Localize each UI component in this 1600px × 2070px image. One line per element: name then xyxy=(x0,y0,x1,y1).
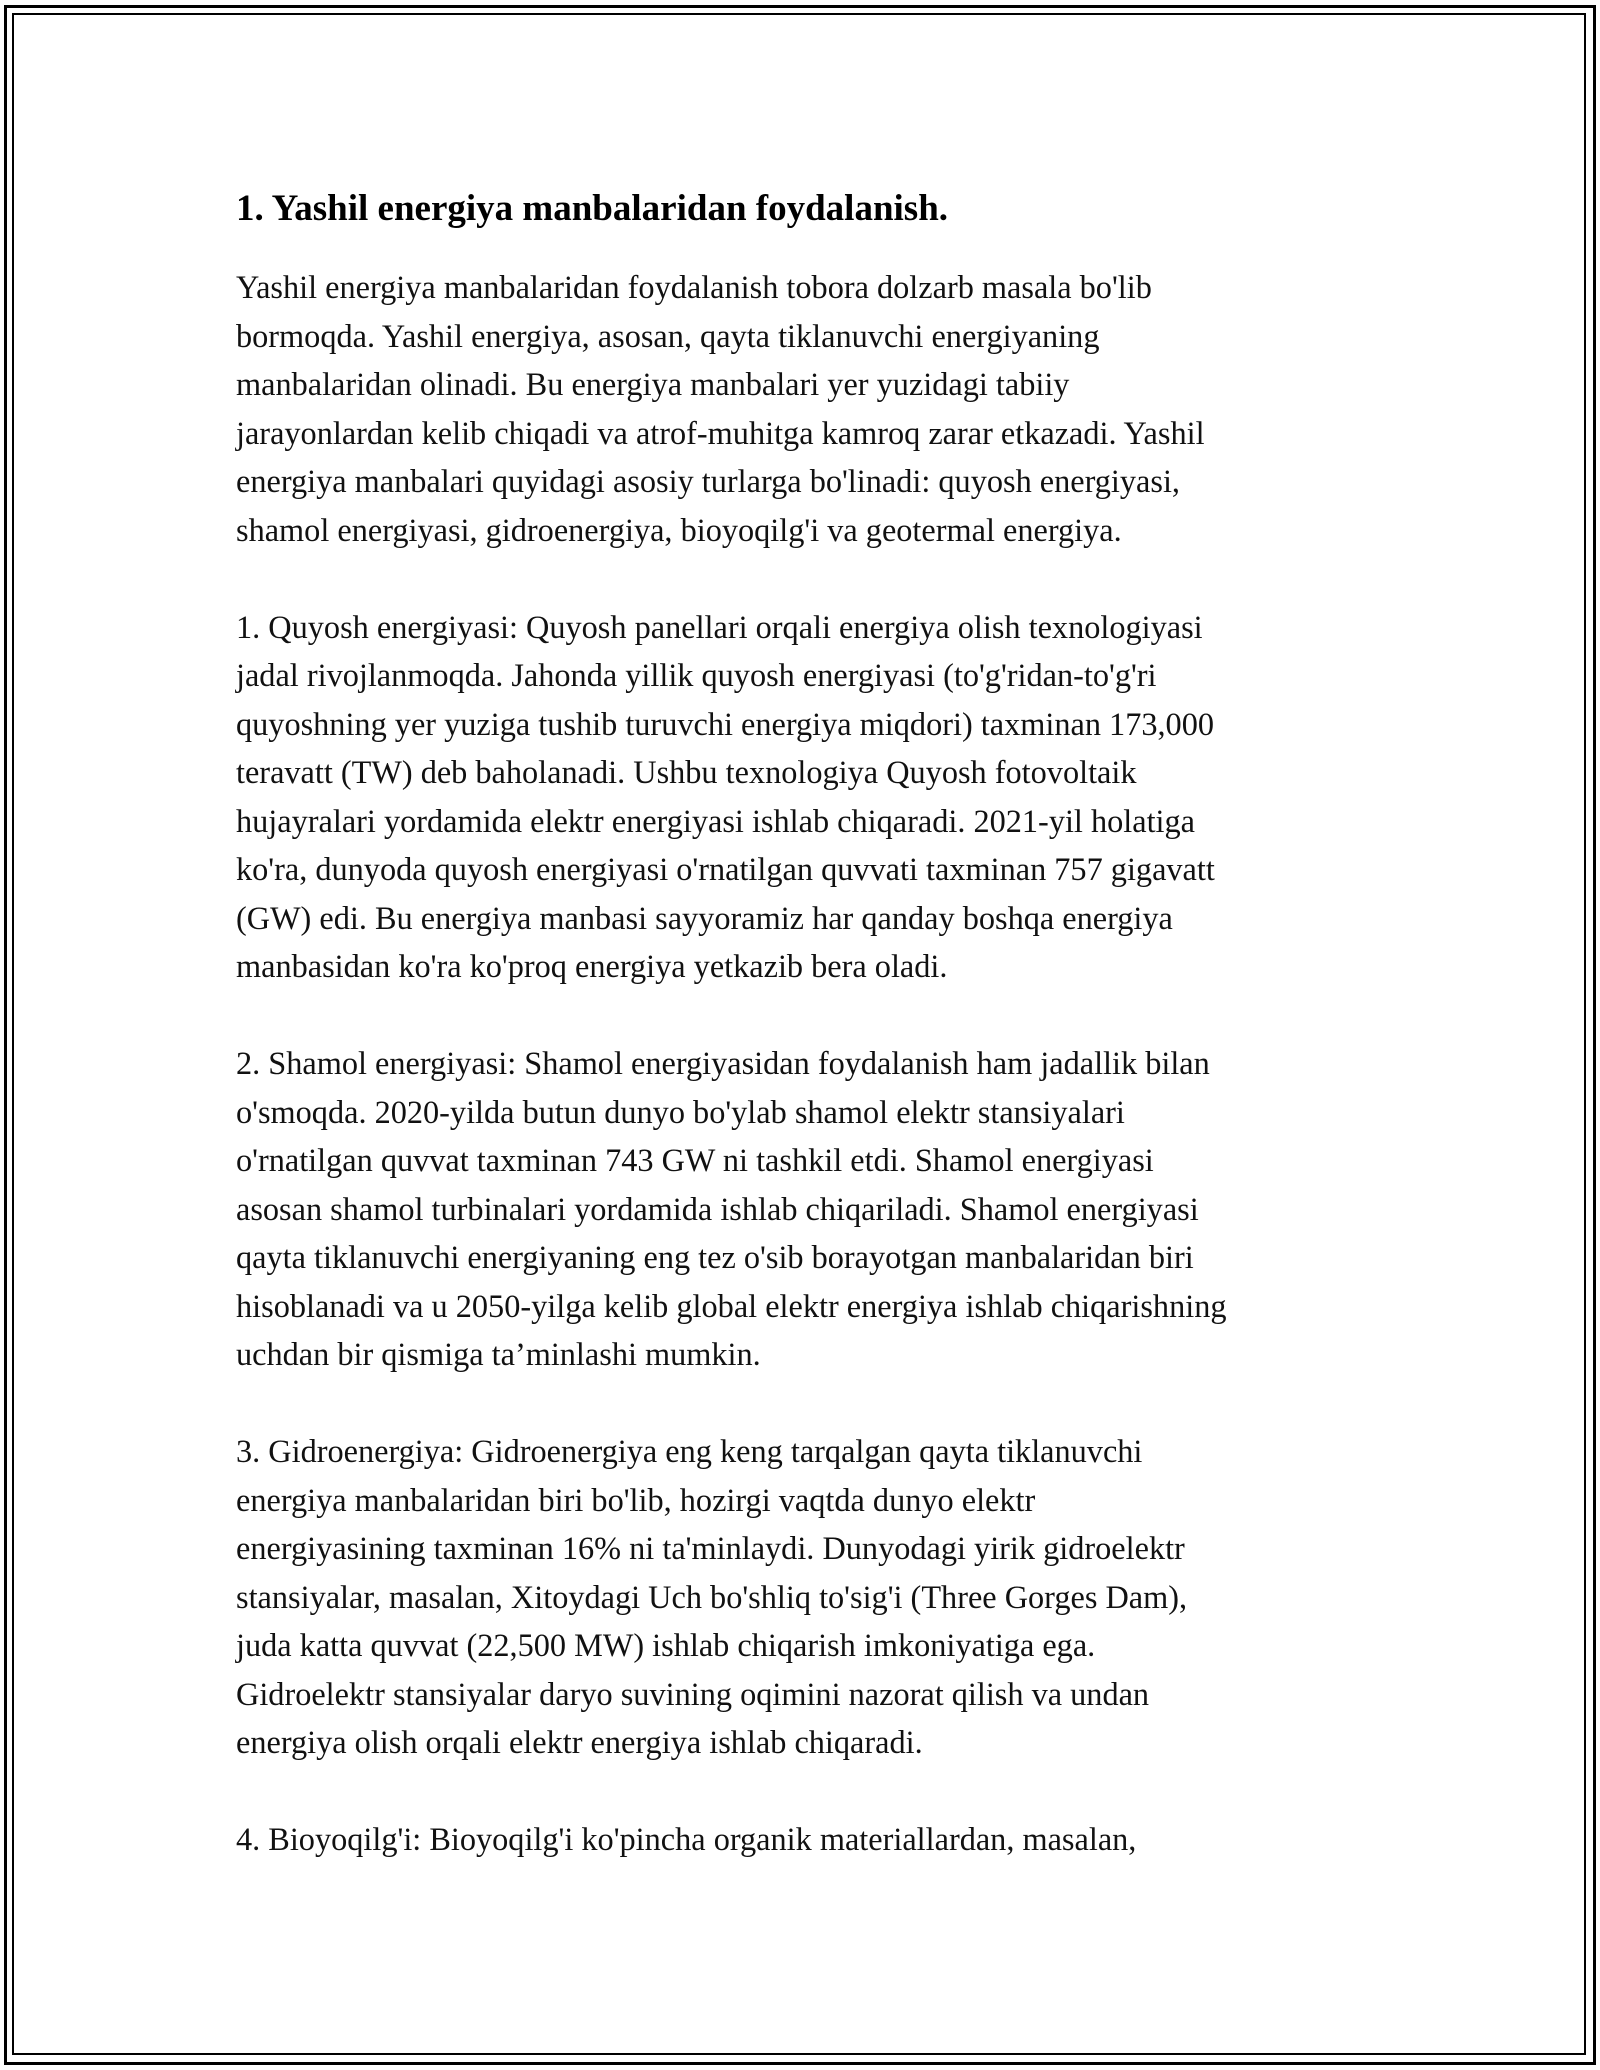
wind-energy-paragraph: 2. Shamol energiyasi: Shamol energiyasidan foydalanish ham jadallik bilan o'smoqda. 2020-yilda butun dunyo bo'ylab shamol elektr stansiyalari o'rnatilgan quvvat taxminan 743 GW ni tashkil etdi. Shamol energiyasi asosan shamol turbinalari yordamida ishlab chiqariladi. Shamol energiyasi qayta tiklanuvchi energiyaning eng tez o'sib borayotgan manbalaridan biri hisoblanadi va u 2050-yilga kelib global elektr energiya ishlab chiqarishning uchdan bir qismiga ta’minlashi mumkin. xyxy=(236,1045,1227,1372)
biofuel-paragraph: 4. Bioyoqilg'i: Bioyoqilg'i ko'pincha organik materiallardan, masalan, xyxy=(236,1821,1137,1857)
solar-energy-paragraph: 1. Quyosh energiyasi: Quyosh panellari orqali energiya olish texnologiyasi jadal rivojlanmoqda. Jahonda yillik quyosh energiyasi (to'g'ridan-to'g'ri quyoshning yer yuziga tushib turuvchi energiya miqdori) taxminan 173,000 teravatt (TW) deb baholanadi. Ushbu texnologiya Quyosh fotovoltaik hujayralari yordamida elektr energiyasi ishlab chiqaradi. 2021-yil holatiga ko'ra, dunyoda quyosh energiyasi o'rnatilgan quvvati taxminan 757 gigavatt (GW) edi. Bu energiya manbasi sayyoramiz har qanday boshqa energiya manbasidan ko'ra ko'proq energiya yetkazib bera oladi. xyxy=(236,608,1215,984)
intro-paragraph: Yashil energiya manbalaridan foydalanish tobora dolzarb masala bo'lib bormoqda. Yashil energiya, asosan, qayta tiklanuvchi energiyaning manbalaridan olinadi. Bu energiya manbalari yer yuzidagi tabiiy jarayonlardan kelib chiqadi va atrof-muhitga kamroq zarar etkazadi. Yashil energiya manbalari quyidagi asosiy turlarga bo'linadi: quyosh energiyasi, shamol energiyasi, gidroenergiya, bioyoqilg'i va geotermal energiya. xyxy=(236,269,1205,548)
hydro-energy-paragraph: 3. Gidroenergiya: Gidroenergiya eng keng tarqalgan qayta tiklanuvchi energiya manbalaridan biri bo'lib, hozirgi vaqtda dunyo elektr energiyasining taxminan 16% ni ta'minlaydi. Dunyodagi yirik gidroelektr stansiyalar, masalan, Xitoydagi Uch bo'shliq to'sig'i (Three Gorges Dam), juda katta quvvat (22,500 MW) ishlab chiqarish imkoniyatiga ega. Gidroelektr stansiyalar daryo suvining oqimini nazorat qilish va undan energiya olish orqali elektr energiya ishlab chiqaradi. xyxy=(236,1433,1188,1760)
section-heading: 1. Yashil energiya manbalaridan foydalanish. xyxy=(236,188,949,229)
document-body xyxy=(236,185,1376,1864)
